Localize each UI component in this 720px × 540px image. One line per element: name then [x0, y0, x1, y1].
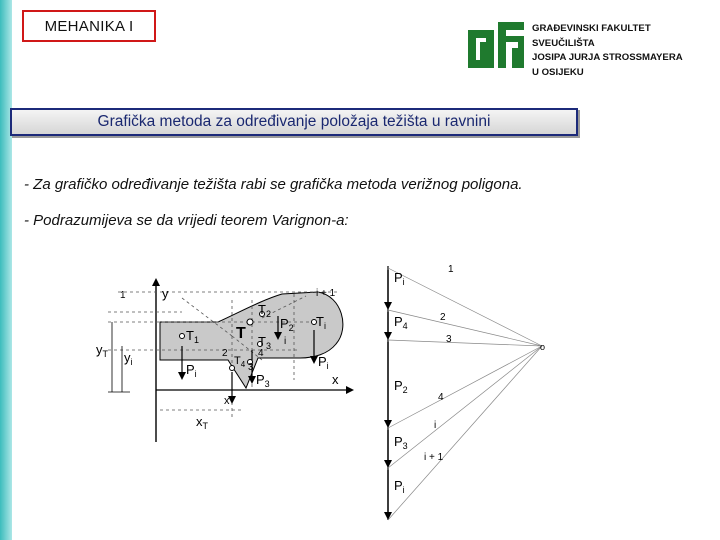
ray-label-1: 1	[448, 264, 454, 275]
label-yi: $y_i$	[124, 350, 133, 367]
label-ray-i1: i + 1	[316, 288, 336, 299]
label-ray-3: 3	[248, 362, 254, 373]
force-label-p4: $P_4$	[394, 314, 408, 331]
force-label-pi-bottom: $P_i$	[394, 478, 405, 495]
label-y-axis: y	[162, 286, 169, 301]
label-yt: $y_T$	[96, 342, 108, 359]
faculty-line: SVEUČILIŠTA	[532, 37, 595, 49]
ray-label-i1: i + 1	[424, 452, 444, 463]
force-label-p2: $P_2$	[394, 378, 408, 395]
bullet-text: - Podrazumijeva se da vrijedi teorem Varignon-a:	[24, 212, 349, 229]
ray-label-4: 4	[438, 392, 444, 403]
label-t4: $T_4$	[234, 355, 246, 369]
slide-title: Grafička metoda za određivanje položaja težišta u ravnini	[10, 108, 578, 136]
label-p2: $P_2$	[280, 316, 294, 333]
label-t3: $T_3$	[258, 334, 271, 351]
faculty-line: JOSIPA JURJA STROSSMAYERA	[532, 52, 683, 63]
label-centroid-t: T	[236, 325, 246, 342]
course-label: MEHANIKA I	[22, 10, 156, 42]
polar-rays	[388, 268, 542, 520]
label-ray-2: 2	[222, 348, 228, 359]
label-t1: $T_1$	[186, 328, 199, 345]
label-x-axis: x	[332, 372, 339, 387]
ray-label-2: 2	[440, 312, 446, 323]
label-ti: $T_i$	[316, 314, 326, 331]
faculty-line: GRAĐEVINSKI FAKULTET	[532, 23, 651, 34]
faculty-line: U OSIJEKU	[532, 66, 584, 78]
label-p1: $P_i$	[186, 362, 197, 379]
label-ray-4: 4	[258, 348, 264, 359]
force-label-pi-top: $P_i$	[394, 270, 405, 287]
label-ray-i: i	[284, 336, 287, 347]
label-xt: $x_T$	[196, 414, 208, 431]
bullet-text: - Za grafičko određivanje težišta rabi se grafička metoda verižnog poligona.	[24, 176, 523, 193]
label-t2: $T_2$	[258, 302, 271, 319]
label-ray-1: 1	[120, 290, 126, 301]
force-label-p3: $P_3$	[394, 434, 408, 451]
ray-label-3: 3	[446, 334, 452, 345]
label-p4: $P_i$	[318, 354, 329, 371]
label-x-small: x	[224, 395, 230, 407]
ray-label-i: i	[434, 420, 437, 431]
pole-label: o	[540, 342, 546, 352]
label-p3: $P_3$	[256, 372, 270, 389]
